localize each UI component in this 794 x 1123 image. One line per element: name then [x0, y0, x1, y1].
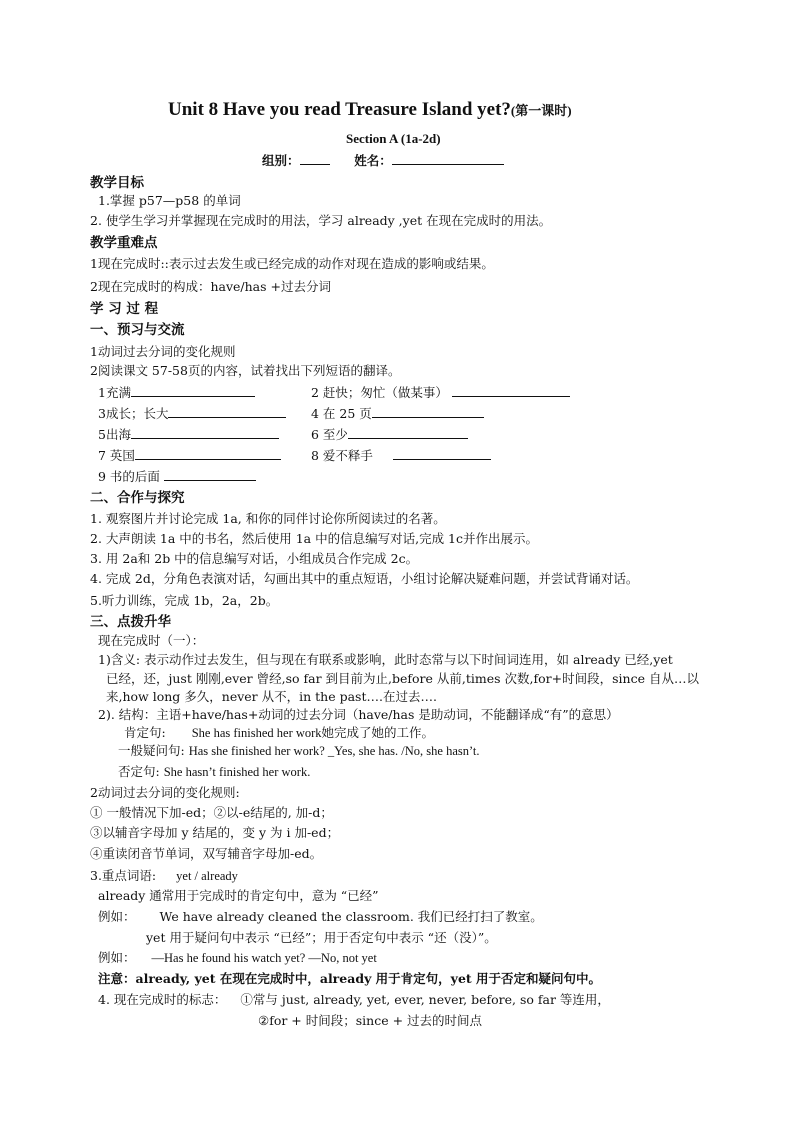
phrase-6: 6 至少: [311, 426, 468, 443]
phrase-4: 4 在 25 页: [311, 405, 484, 422]
phrase-1: 1充满: [98, 384, 255, 401]
phrase-9: 9 书的后面: [98, 468, 256, 485]
meaning-line-1: 1)含义: 表示动作过去发生，但与现在有联系或影响，此时态常与以下时间词连用，如 already 已经,yet: [98, 652, 673, 667]
example-2: 例如： —Has he found his watch yet? —No, not yet: [98, 950, 377, 965]
preview-item-2: 2阅读课文 57-58页的内容，试着找出下列短语的翻译。: [90, 363, 401, 378]
process-heading: 学 习 过 程: [90, 301, 159, 317]
meaning-line-3: 来,how long 多久，never 从不，in the past….在过去….: [106, 689, 437, 704]
group-label: 组别：: [262, 153, 300, 168]
cooperate-item-3: 3. 用 2a和 2b 中的信息编写对话，小组成员合作完成 2c。: [90, 551, 419, 566]
phrase-7: 7 英国: [98, 447, 281, 464]
goal-item-1: 1.掌握 p57—p58 的单词: [98, 193, 241, 208]
name-label: 姓名：: [354, 153, 392, 168]
meaning-line-2: 已经，还，just 刚刚,ever 曾经,so far 到目前为止,before 从前,times 次数,for+时间段，since 自从…以: [106, 671, 699, 686]
cooperate-item-5: 5.听力训练，完成 1b，2a，2b。: [90, 593, 279, 608]
name-blank: [392, 152, 504, 165]
yet-note: yet 用于疑问句中表示 “已经”；用于否定句中表示 “还（没）”。: [146, 930, 497, 945]
attention-note: 注意：already, yet 在现在完成时中，already 用于肯定句，yet 用于否定和疑问句中。: [98, 971, 602, 986]
sublimate-heading: 三、点拨升华: [90, 614, 171, 630]
cooperate-item-2: 2. 大声朗读 1a 中的书名，然后使用 1a 中的信息编写对话,完成 1c并作出展示。: [90, 531, 539, 546]
preview-heading: 一、预习与交流: [90, 322, 185, 338]
structure-line: 2). 结构：主语+have/has+动词的过去分词（have/has 是助动词，不能翻译成“有”的意思）: [98, 707, 619, 722]
cooperate-heading: 二、合作与探究: [90, 490, 185, 506]
affirmative-line: 肯定句: She has finished her work她完成了她的工作。: [124, 725, 435, 740]
rule-1: ① 一般情况下加-ed；②以-e结尾的, 加-d；: [90, 805, 333, 820]
group-name-line: [262, 152, 504, 169]
markers-line-2: ②for + 时间段；since + 过去的时间点: [258, 1013, 483, 1028]
rule-2: ③以辅音字母加 y 结尾的，变 y 为 i 加-ed；: [90, 825, 340, 840]
document-title: Unit 8 Have you read Treasure Island yet?(第一课时): [168, 99, 572, 120]
key-point-2: 2现在完成时的构成：have/has +过去分词: [90, 279, 331, 294]
phrase-3: 3成长；长大: [98, 405, 286, 422]
keywords-line: 3.重点词语: yet / already: [90, 868, 238, 883]
tense-intro: 现在完成时（一）：: [98, 633, 205, 648]
negative-line: 否定句: She hasn’t finished her work.: [118, 764, 311, 779]
phrase-8: 8 爱不释手: [311, 447, 491, 464]
title-note: (第一课时): [510, 103, 572, 118]
phrase-5: 5出海: [98, 426, 279, 443]
preview-item-1: 1动词过去分词的变化规则: [90, 344, 236, 359]
cooperate-item-4: 4. 完成 2d，分角色表演对话，勾画出其中的重点短语，小组讨论解决疑难问题，并尝试背诵对话。: [90, 571, 639, 586]
goals-heading: 教学目标: [90, 175, 144, 191]
section-label: Section A (1a-2d): [346, 131, 441, 146]
goal-item-2: 2. 使学生学习并掌握现在完成时的用法，学习 already ,yet 在现在完成时的用法。: [90, 213, 552, 228]
group-blank: [300, 152, 330, 165]
rules-heading: 2动词过去分词的变化规则:: [90, 785, 240, 800]
rule-3: ④重读闭音节单词，双写辅音字母加-ed。: [90, 846, 323, 861]
markers-line-1: 4. 现在完成时的标志： ①常与 just, already, yet, ever, never, before, so far 等连用，: [98, 992, 610, 1007]
question-line: 一般疑问句: Has she finished her work? _Yes, she has. /No, she hasn’t.: [118, 743, 480, 758]
example-1: 例如： We have already cleaned the classroom. 我们已经打扫了教室。: [98, 909, 543, 924]
already-note: already 通常用于完成时的肯定句中，意为 “已经”: [98, 888, 379, 903]
cooperate-item-1: 1. 观察图片并讨论完成 1a, 和你的同伴讨论你所阅读过的名著。: [90, 511, 446, 526]
key-points-heading: 教学重难点: [90, 235, 158, 251]
key-point-1: 1现在完成时::表示过去发生或已经完成的动作对现在造成的影响或结果。: [90, 256, 494, 271]
phrase-2: 2 赶快；匆忙（做某事）: [311, 384, 570, 401]
